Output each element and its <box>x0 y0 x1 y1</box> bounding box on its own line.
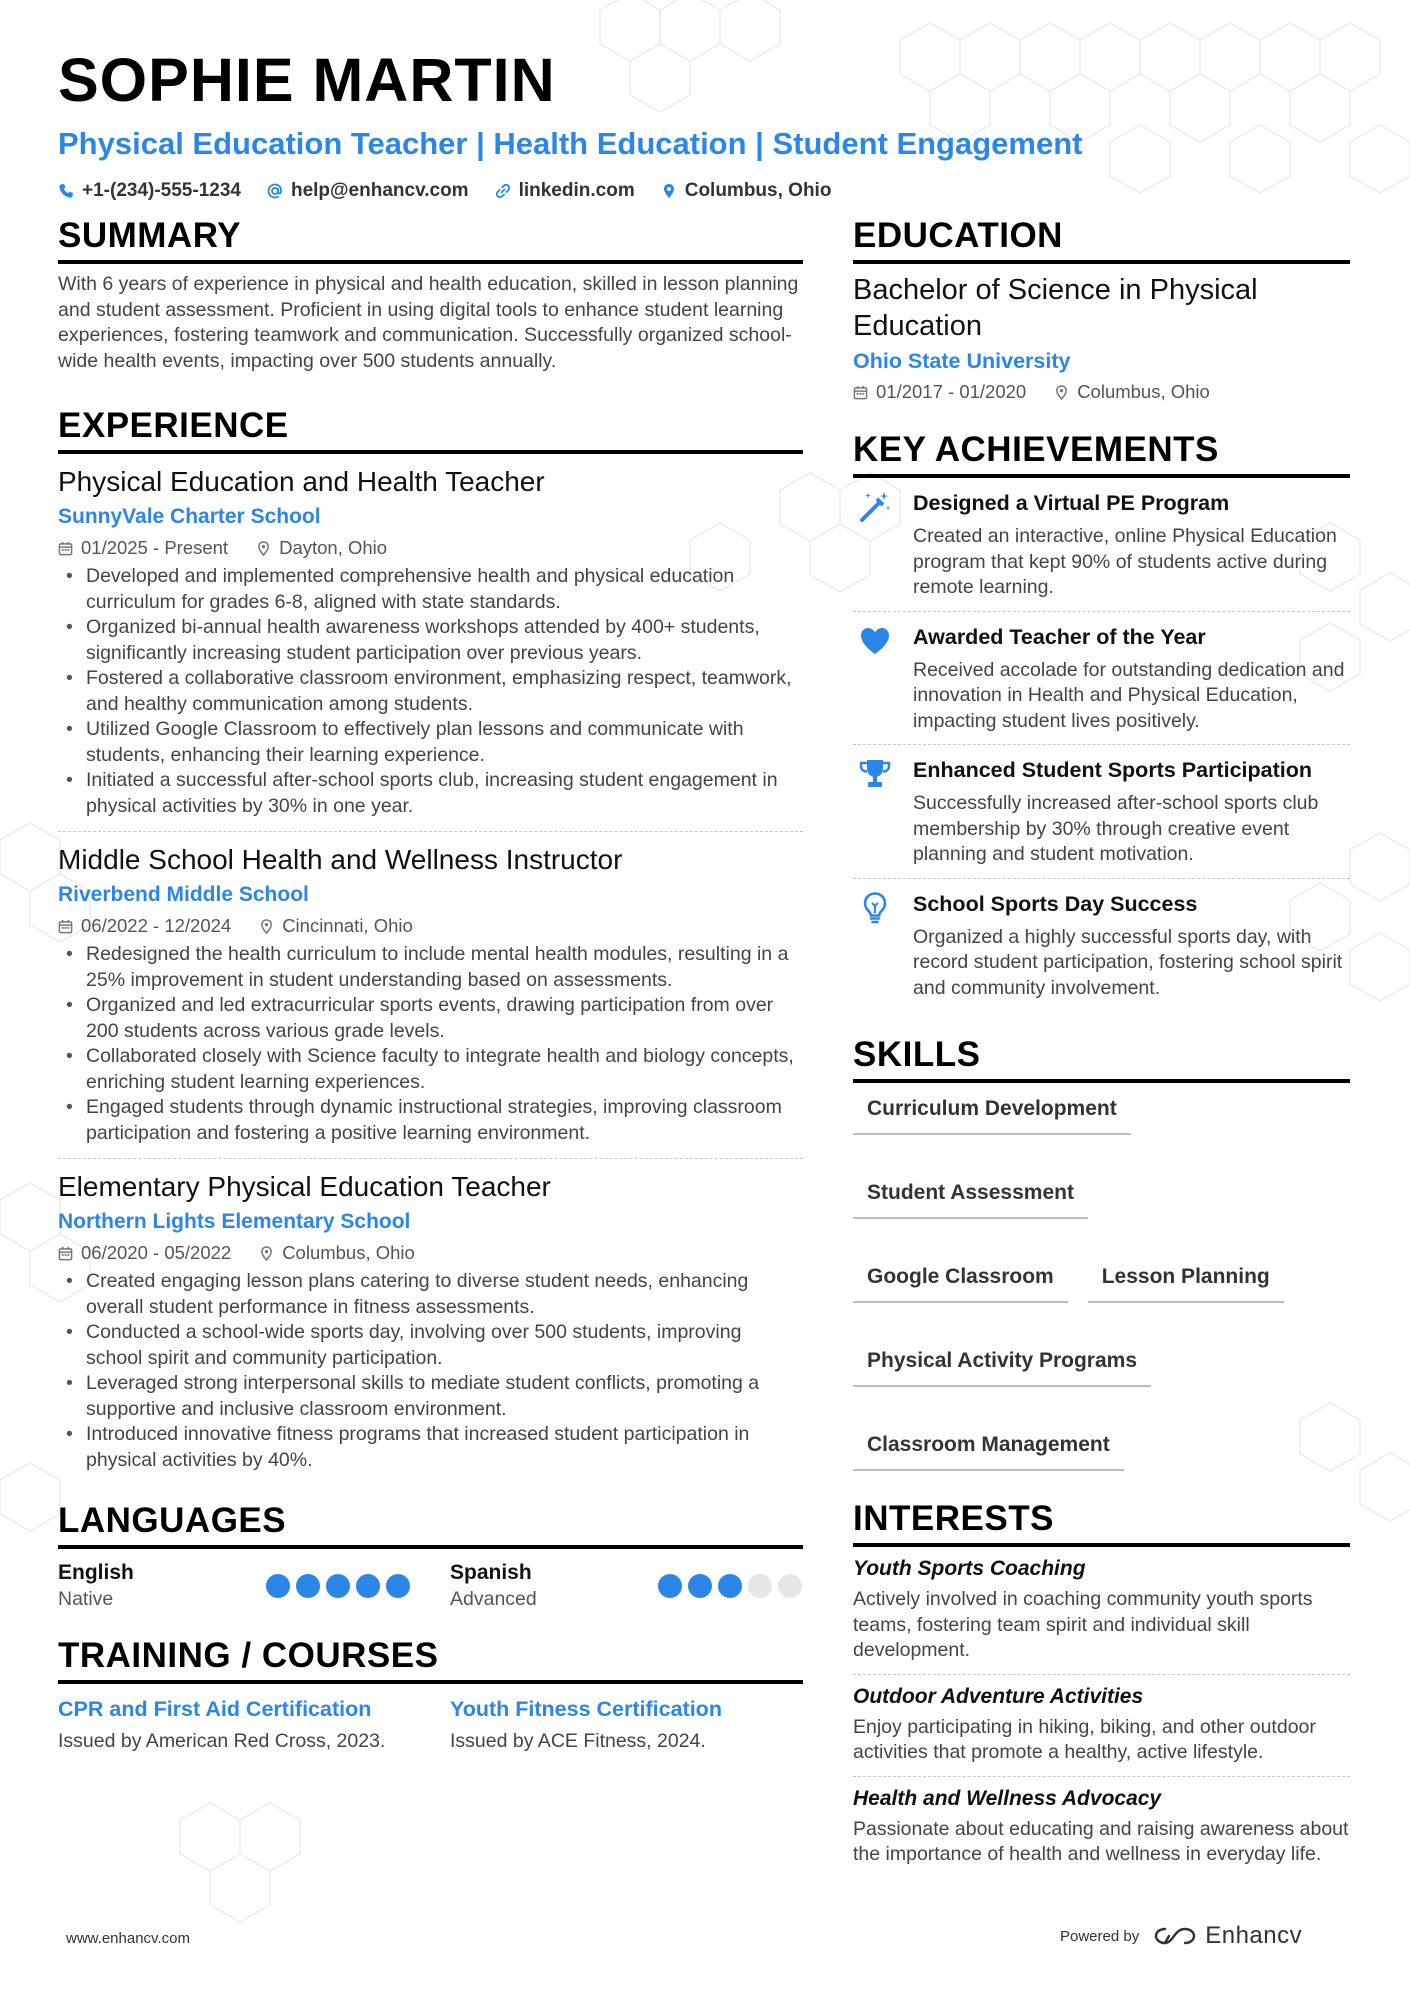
job-location <box>259 912 413 940</box>
achievement-item <box>853 612 1350 746</box>
job-entry <box>58 832 803 1159</box>
job-meta <box>58 1239 803 1267</box>
achievement-title: Designed a Virtual PE Program <box>913 491 1230 515</box>
interest-description: Passionate about educating and raising awareness about the importance of health and wellness in everyday life. <box>853 1817 1349 1865</box>
lightbulb-icon <box>858 891 892 925</box>
job-bullets <box>58 1269 803 1473</box>
rating-dot-filled <box>718 1574 742 1598</box>
contact-location <box>661 180 832 202</box>
job-dates-text: 06/2020 - 05/2022 <box>81 1242 232 1263</box>
training-item <box>450 1694 802 1754</box>
language-rating <box>658 1574 802 1598</box>
candidate-name: SOPHIE MARTIN <box>58 46 556 114</box>
job-title: Physical Education and Health Teacher <box>58 466 545 497</box>
training-heading: TRAINING / COURSES <box>58 1634 803 1684</box>
skills-heading: SKILLS <box>853 1033 1350 1083</box>
language-item <box>450 1559 802 1612</box>
link-icon <box>495 183 511 199</box>
job-title: Elementary Physical Education Teacher <box>58 1171 551 1202</box>
rating-dot-filled <box>266 1574 290 1598</box>
training-description: Issued by American Red Cross, 2023. <box>58 1730 386 1752</box>
job-entry <box>58 1159 803 1485</box>
job-location-text: Columbus, Ohio <box>282 1242 415 1263</box>
achievement-description: Organized a highly successful sports day, with record student participation, fostering school spirit and community involvement. <box>913 925 1343 999</box>
job-bullets <box>58 942 803 1146</box>
language-name: Spanish <box>450 1561 532 1584</box>
location-pin-icon <box>661 183 677 199</box>
achievement-description: Successfully increased after-school sports club membership by 30% through creative event planning and student motivation. <box>913 792 1319 865</box>
contact-email[interactable] <box>267 180 469 202</box>
job-location <box>256 534 387 562</box>
job-bullet: • Utilized Google Classroom to effectively plan lessons and communicate with students, enhancing their learning experience. <box>58 717 803 768</box>
job-location <box>259 1239 415 1267</box>
achievement-item <box>853 745 1350 879</box>
education-section <box>853 214 1350 406</box>
at-icon <box>267 183 283 199</box>
job-company: Riverbend Middle School <box>58 883 309 906</box>
brand-logo[interactable] <box>1153 1922 1302 1950</box>
job-entry <box>58 454 803 832</box>
rating-dot-filled <box>356 1574 380 1598</box>
job-meta <box>58 912 803 940</box>
education-location-text: Columbus, Ohio <box>1077 381 1210 402</box>
job-bullet: • Created engaging lesson plans catering to diverse student needs, enhancing overall student performance in fitness assessments. <box>58 1269 803 1320</box>
phone-text: +1-(234)-555-1234 <box>82 180 241 201</box>
achievement-icon-wrap <box>853 488 897 601</box>
powered-by-label: Powered by <box>1060 1927 1140 1945</box>
interests-section <box>853 1497 1350 1878</box>
location-text: Columbus, Ohio <box>684 180 832 201</box>
footer-website[interactable]: www.enhancv.com <box>66 1930 190 1947</box>
interest-title: Outdoor Adventure Activities <box>853 1684 1144 1708</box>
achievement-title: School Sports Day Success <box>913 891 1198 916</box>
rating-dot-filled <box>296 1574 320 1598</box>
job-bullet: • Fostered a collaborative classroom environment, emphasizing respect, teamwork, and healthy communication among students. <box>58 666 803 717</box>
language-rating <box>266 1574 410 1598</box>
magic-wand-icon <box>858 490 892 524</box>
achievement-icon-wrap <box>853 755 897 868</box>
languages-section <box>58 1499 803 1612</box>
summary-text: With 6 years of experience in physical and health education, skilled in lesson planning and student assessment. Proficient in using digital tools to enhance student learning experiences, fostering teamwork and communication. Successfully organized school-wide health events, impacting over 500 students annually. <box>58 273 799 372</box>
job-bullet: • Redesigned the health curriculum to include mental health modules, resulting in a 25% improvement in student understanding based on assessments. <box>58 942 803 993</box>
job-location-text: Cincinnati, Ohio <box>282 915 413 936</box>
language-level: Advanced <box>450 1588 537 1610</box>
skill-tag: Google Classroom <box>853 1259 1068 1303</box>
job-dates-text: 06/2022 - 12/2024 <box>81 915 232 936</box>
job-bullet: • Organized and led extracurricular sports events, drawing participation from over 200 students across various grade levels. <box>58 993 803 1044</box>
email-text: help@enhancv.com <box>290 180 469 201</box>
achievement-item <box>853 478 1350 612</box>
left-column <box>58 214 803 1754</box>
education-heading: EDUCATION <box>853 214 1350 264</box>
skill-tag: Student Assessment <box>853 1175 1088 1219</box>
location-pin-icon <box>259 919 274 934</box>
contact-info <box>58 180 1358 202</box>
education-degree: Bachelor of Science in Physical Education <box>853 274 1258 342</box>
experience-section <box>58 404 803 1485</box>
job-bullet: • Conducted a school-wide sports day, involving over 500 students, improving school spirit and community participation. <box>58 1320 803 1371</box>
enhancv-logo-icon <box>1153 1925 1197 1947</box>
achievement-icon-wrap <box>853 622 897 735</box>
job-bullet: • Introduced innovative fitness programs that increased student participation in physical activities by 40%. <box>58 1422 803 1473</box>
interest-item <box>853 1547 1350 1675</box>
job-dates <box>58 912 231 940</box>
calendar-icon <box>58 1246 73 1261</box>
education-meta <box>853 378 1350 406</box>
skill-tag: Lesson Planning <box>1088 1259 1284 1303</box>
language-level: Native <box>58 1588 114 1610</box>
calendar-icon <box>853 385 868 400</box>
summary-section <box>58 214 803 374</box>
job-bullet: • Developed and implemented comprehensive health and physical education curriculum for grades 6-8, aligned with state standards. <box>58 564 803 615</box>
experience-heading: EXPERIENCE <box>58 404 803 454</box>
trophy-icon <box>858 757 892 791</box>
rating-dot-empty <box>748 1574 772 1598</box>
achievements-heading: KEY ACHIEVEMENTS <box>853 428 1350 478</box>
right-column <box>853 214 1350 1878</box>
interest-title: Health and Wellness Advocacy <box>853 1786 1162 1810</box>
education-school: Ohio State University <box>853 349 1071 373</box>
training-description: Issued by ACE Fitness, 2024. <box>450 1730 706 1752</box>
footer-branding <box>1060 1922 1302 1950</box>
location-pin-icon <box>256 541 271 556</box>
training-list <box>58 1694 803 1754</box>
education-location <box>1054 378 1210 406</box>
job-bullet: • Leveraged strong interpersonal skills to mediate student conflicts, promoting a supportive and inclusive classroom environment. <box>58 1371 803 1422</box>
job-bullet: • Collaborated closely with Science faculty to integrate health and biology concepts, enriching student learning experiences. <box>58 1044 803 1095</box>
rating-dot-empty <box>778 1574 802 1598</box>
job-bullet: • Organized bi-annual health awareness workshops attended by 400+ students, significantly increasing student participation over previous years. <box>58 615 803 666</box>
skill-tag: Curriculum Development <box>853 1091 1131 1135</box>
location-pin-icon <box>1054 385 1069 400</box>
interest-item <box>853 1675 1350 1777</box>
interest-description: Enjoy participating in hiking, biking, and other outdoor activities that promote a healthy, active lifestyle. <box>853 1715 1316 1763</box>
skill-tag: Classroom Management <box>853 1427 1124 1471</box>
skill-tag: Physical Activity Programs <box>853 1343 1151 1387</box>
rating-dot-filled <box>688 1574 712 1598</box>
heart-icon <box>858 624 892 658</box>
resume-header <box>58 40 1358 202</box>
linkedin-text: linkedin.com <box>518 180 635 201</box>
job-title: Middle School Health and Wellness Instructor <box>58 844 623 875</box>
skills-list <box>853 1091 1350 1471</box>
brand-name: Enhancv <box>1205 1922 1303 1949</box>
job-location-text: Dayton, Ohio <box>279 537 388 558</box>
languages-list <box>58 1559 803 1612</box>
interest-item <box>853 1777 1350 1878</box>
phone-icon <box>58 183 74 199</box>
achievement-item <box>853 879 1350 1012</box>
calendar-icon <box>58 541 73 556</box>
achievements-section <box>853 428 1350 1011</box>
job-dates <box>58 534 228 562</box>
job-meta <box>58 534 803 562</box>
summary-heading: SUMMARY <box>58 214 803 264</box>
interests-heading: INTERESTS <box>853 1497 1350 1547</box>
candidate-headline: Physical Education Teacher | Health Education | Student Engagement <box>58 126 1083 161</box>
job-bullet: • Initiated a successful after-school sports club, increasing student engagement in physical activities by 30% in one year. <box>58 768 803 819</box>
achievement-icon-wrap <box>853 889 897 1002</box>
interest-title: Youth Sports Coaching <box>853 1557 1086 1580</box>
rating-dot-filled <box>658 1574 682 1598</box>
language-name: English <box>58 1561 134 1584</box>
job-dates-text: 01/2025 - Present <box>81 537 229 558</box>
education-dates-text: 01/2017 - 01/2020 <box>876 381 1027 402</box>
job-company: Northern Lights Elementary School <box>58 1210 411 1233</box>
achievement-description: Created an interactive, online Physical Education program that kept 90% of students active during remote learning. <box>913 525 1337 598</box>
calendar-icon <box>58 919 73 934</box>
job-bullets <box>58 564 803 819</box>
location-pin-icon <box>259 1246 274 1261</box>
achievement-description: Received accolade for outstanding dedication and innovation in Health and Physical Education, impacting student lives positively. <box>913 658 1345 732</box>
job-company: SunnyVale Charter School <box>58 505 321 528</box>
education-dates <box>853 378 1026 406</box>
contact-linkedin[interactable] <box>495 180 635 202</box>
languages-heading: LANGUAGES <box>58 1499 803 1549</box>
skills-section <box>853 1033 1350 1471</box>
achievement-title: Awarded Teacher of the Year <box>913 624 1206 649</box>
training-title: CPR and First Aid Certification <box>58 1697 372 1721</box>
rating-dot-filled <box>326 1574 350 1598</box>
training-title: Youth Fitness Certification <box>450 1697 722 1721</box>
contact-phone[interactable] <box>58 180 241 202</box>
interest-description: Actively involved in coaching community youth sports teams, fostering team spirit and individual skill development. <box>853 1588 1313 1661</box>
training-section <box>58 1634 803 1754</box>
job-dates <box>58 1239 231 1267</box>
achievement-title: Enhanced Student Sports Participation <box>913 758 1312 782</box>
training-item <box>58 1694 410 1754</box>
rating-dot-filled <box>386 1574 410 1598</box>
job-bullet: • Engaged students through dynamic instructional strategies, improving classroom participation and fostering a positive learning environment. <box>58 1095 803 1146</box>
language-item <box>58 1559 410 1612</box>
